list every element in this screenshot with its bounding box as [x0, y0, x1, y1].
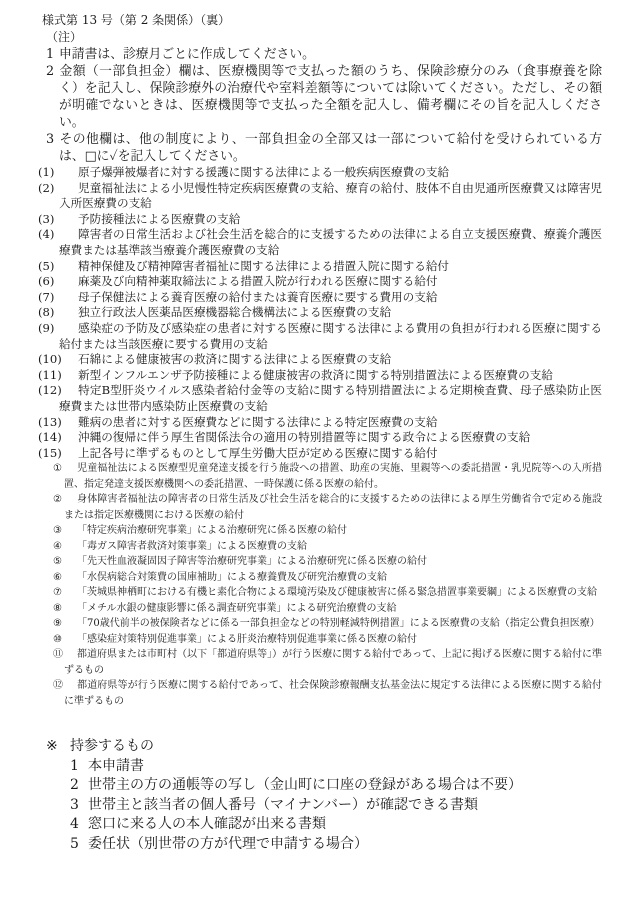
subitem-row: [53, 523, 602, 539]
benefit-item-number: (2): [38, 180, 55, 195]
subitem-number: ⑦: [53, 587, 62, 599]
bring-item-text: 委任状（別世帯の方が代理で申請する場合）: [88, 835, 368, 852]
benefit-item-row: [38, 259, 602, 275]
minister-defined-subitems-list: [53, 461, 602, 709]
subitem-text: 「毒ガス障害者救済対策事業」による医療費の支給: [77, 540, 307, 552]
benefit-item-text: 特定B型肝炎ウイルス感染者給付金等の支給に関する特別措置法による定期検査費、母子感染防止医療費または世帯内感染防止医療費の支給: [59, 383, 602, 413]
subitem-row: [53, 647, 602, 678]
subitem-number: ⑫: [53, 680, 63, 692]
benefit-item-number: (1): [38, 165, 55, 179]
notes-heading: （注）: [46, 30, 83, 44]
benefit-item-text: 上記各号に準ずるものとして厚生労働大臣が定める医療に関する給付: [78, 445, 438, 460]
benefit-item-text: 沖縄の復帰に伴う厚生省関係法令の適用の特別措置等に関する政令による医療費の支給: [78, 430, 531, 445]
bring-item-row: [70, 776, 602, 796]
subitem-text: 「70歳代前半の被保険者などに係る一部負担金などの特別軽減特例措置」による医療費の支給（指定公費負担医療）: [77, 618, 600, 630]
subitem-number: ⑨: [53, 618, 62, 630]
subitem-row: [53, 539, 602, 555]
subitem-number: ①: [53, 463, 62, 475]
subitem-text: 児童福祉法による医療型児童発達支援を行う施設への措置、助産の実施、里親等への委託措置・乳児院等への入所措置、指定発達支援医療機関への委託措置、一時保護に係る医療の給付。: [64, 463, 602, 490]
subitem-text: 「先天性血液凝固因子障害等治療研究事業」による治療研究に係る医療の給付: [77, 556, 427, 568]
bring-item-text: 世帯主の方の通帳等の写し（金山町に口座の登録がある場合は不要）: [88, 777, 522, 794]
subitem-text: 「感染症対策特別促進事業」による肝炎治療特別促進事業に係る医療の給付: [77, 633, 417, 645]
bring-item-number: 4: [70, 816, 79, 833]
note-text: その他欄は、他の制度により、一部負担金の全部又は一部について給付を受けられている方は、□に✓を記入してください。: [59, 132, 602, 164]
subitem-number: ③: [53, 525, 62, 537]
bring-item-number: 3: [70, 796, 79, 813]
bring-section: [46, 737, 602, 854]
note-text: 申請書は、診療月ごとに作成してください。: [59, 47, 315, 62]
note-number: 3: [46, 132, 55, 147]
subitem-row: [53, 461, 602, 492]
benefit-item-text: 難病の患者に対する医療費などに関する法律による特定医療費の支給: [78, 414, 438, 429]
bring-item-row: [70, 796, 602, 816]
benefit-item-row: [38, 305, 602, 321]
benefit-item-text: 児童福祉法による小児慢性特定疾病医療費の支給、療育の給付、肢体不自由児通所医療費又は障害児入所医療費の支給: [59, 180, 602, 211]
bring-item-text: 世帯主と該当者の個人番号（マイナンバー）が確認できる書類: [88, 796, 479, 813]
note-number: 1: [46, 47, 55, 62]
subitem-text: 都道府県等が行う医療に関する給付であって、社会保険診療報酬支払基金法に規定する法律による医療に関する給付に準ずるもの: [64, 680, 602, 707]
benefit-item-text: 麻薬及び向精神薬取締法による措置入院が行われる医療に関する給付: [78, 274, 438, 289]
subitem-text: 身体障害者福祉法の障害者の日常生活及び社会生活を総合的に支援するための法律による厚生労働省令で定める施設または指定医療機関における医療の給付: [64, 494, 602, 521]
subitem-row: [53, 570, 602, 586]
benefit-item-number: (9): [38, 320, 55, 335]
subitem-row: [53, 616, 602, 632]
benefit-item-row: [38, 352, 602, 368]
benefit-item-number: (8): [38, 305, 55, 320]
bring-item-text: 窓口に来る人の本人確認が出来る書類: [88, 816, 326, 833]
benefit-item-row: [38, 227, 602, 258]
benefit-item-row: [38, 212, 602, 228]
benefit-item-text: 母子保健法による養育医療の給付または養育医療に要する費用の支給: [78, 289, 438, 304]
subitem-row: [53, 601, 602, 617]
benefit-item-row: [38, 165, 602, 181]
benefit-item-text: 予防接種法による医療費の支給: [78, 211, 241, 226]
bring-items-list: [70, 757, 602, 855]
benefit-item-row: [38, 321, 602, 352]
notes-list: [46, 46, 602, 165]
benefit-item-number: (11): [38, 367, 62, 382]
subitem-number: ⑧: [53, 602, 62, 614]
benefit-item-row: [38, 430, 602, 446]
benefit-item-row: [38, 383, 602, 414]
bring-item-row: [70, 815, 602, 835]
benefit-item-text: 障害者の日常生活および社会生活を総合的に支援するための法律による自立支援医療費、療養介護医療費または基準該当療養介護医療費の支給: [59, 227, 602, 257]
note-row: [46, 131, 602, 165]
benefit-item-text: 感染症の予防及び感染症の患者に対する医療に関する法律による費用の負担が行われる医療に関する給付または当該医療に要する費用の支給: [59, 320, 602, 351]
subitem-text: 「特定疾病治療研究事業」による治療研究に係る医療の給付: [77, 525, 347, 537]
bring-item-number: 5: [70, 835, 79, 852]
benefit-item-row: [38, 415, 602, 431]
benefit-item-row: [38, 446, 602, 462]
subitem-text: 「茨城県神栖町における有機ヒ素化合物による環境汚染及び健康被害に係る緊急措置事業要綱」による医療費の支給: [77, 587, 597, 599]
benefit-item-row: [38, 181, 602, 212]
note-number: 2: [46, 64, 55, 79]
note-row: [46, 46, 602, 63]
benefit-item-row: [38, 368, 602, 384]
bring-item-number: 2: [70, 777, 79, 794]
subitem-row: [53, 492, 602, 523]
benefit-item-number: (3): [38, 211, 55, 226]
subitem-number: ④: [53, 540, 62, 552]
benefit-item-number: (4): [38, 227, 55, 242]
benefit-item-number: (10): [38, 352, 62, 367]
benefit-item-number: (7): [38, 289, 55, 304]
note-text: 金額（一部負担金）欄は、医療機関等で支払った額のうち、保険診療分のみ（食事療養を除く）を記入し、保険診療外の治療代や室料差額等については除いてください。ただし、その額が明確でないときは、医療機関等で支払った全額を記入し、備考欄にその旨を記入しください。: [59, 64, 602, 130]
note-row: [46, 63, 602, 131]
subitem-text: 「メチル水銀の健康影響に係る調査研究事業」による研究治療費の支給: [77, 602, 397, 614]
benefit-item-text: 独立行政法人医薬品医療機器総合機構法による医療費の支給: [78, 305, 392, 320]
benefit-item-text: 新型インフルエンザ予防接種による健康被害の救済に関する特別措置法による医療費の支給: [78, 367, 553, 382]
form-number-title: 様式第 13 号（第 2 条関係）（裏）: [42, 13, 231, 27]
benefit-item-text: 精神保健及び精神障害者福祉に関する法律による措置入院に関する給付: [78, 258, 450, 273]
subitem-row: [53, 678, 602, 709]
bring-item-text: 本申請書: [88, 757, 144, 774]
subitem-row: [53, 632, 602, 648]
benefit-item-number: (12): [38, 383, 62, 398]
subitem-number: ②: [53, 494, 62, 506]
subitem-number: ⑤: [53, 556, 62, 568]
benefit-item-number: (14): [38, 430, 62, 445]
subitem-text: 都道府県または市町村（以下「都道府県等」）が行う医療に関する給付であって、上記に掲げる医療に関する給付に準ずるもの: [64, 649, 602, 676]
benefit-item-number: (15): [38, 445, 62, 460]
subitem-number: ⑥: [53, 571, 62, 583]
benefit-item-row: [38, 274, 602, 290]
subitem-number: ⑪: [53, 649, 63, 661]
bring-section-header: [46, 737, 602, 757]
subitem-row: [53, 585, 602, 601]
subitem-row: [53, 554, 602, 570]
bring-item-row: [70, 757, 602, 777]
benefit-item-text: 石綿による健康被害の救済に関する法律による医療費の支給: [78, 352, 392, 367]
subitem-text: 「水俣病総合対策費の国庫補助」による療養費及び研究治療費の支給: [77, 571, 387, 583]
bring-item-number: 1: [70, 757, 79, 774]
benefit-item-number: (5): [38, 258, 55, 273]
bring-item-row: [70, 835, 602, 855]
bring-section-heading: 持参するもの: [70, 738, 154, 755]
reference-mark: ※: [46, 738, 58, 755]
benefit-item-text: 原子爆弾被爆者に対する援護に関する法律による一般疾病医療費の支給: [78, 165, 450, 179]
benefit-items-list: [38, 165, 602, 461]
benefit-item-number: (13): [38, 414, 62, 429]
benefit-item-number: (6): [38, 274, 55, 289]
benefit-item-row: [38, 290, 602, 306]
subitem-number: ⑩: [53, 633, 62, 645]
